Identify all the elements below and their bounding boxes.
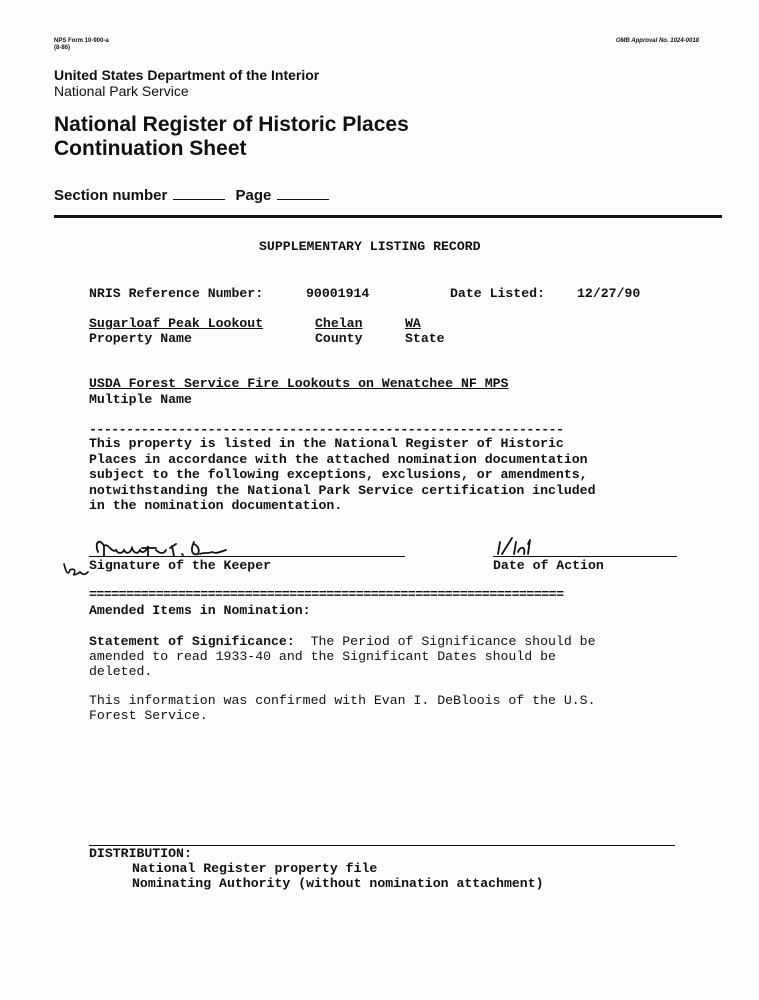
amended-items-heading: Amended Items in Nomination: [89, 603, 311, 618]
form-date: (8-86) [54, 45, 71, 51]
date-listed-label: Date Listed: [450, 286, 545, 301]
significance-line-2: amended to read 1933-40 and the Significant Dates should be [89, 649, 556, 664]
signature-line [89, 556, 405, 557]
property-name-value: Sugarloaf Peak Lookout [89, 316, 264, 331]
county-label: County [315, 331, 363, 346]
date-listed-value: 12/27/90 [577, 286, 641, 301]
action-date-handwriting [490, 536, 560, 558]
statement-line-4: notwithstanding the National Park Service certification included [89, 483, 596, 498]
statement-line-5: in the nomination documentation. [89, 498, 343, 513]
page-number-blank [277, 199, 329, 200]
distribution-item: National Register property file [132, 861, 378, 876]
double-rule: ================================================================ [89, 587, 564, 602]
state-value: WA [405, 316, 421, 331]
confirmation-line-1: This information was confirmed with Evan I. DeBloois of the U.S. [89, 693, 596, 708]
nris-label: NRIS Reference Number: [89, 286, 264, 301]
section-number-label: Section number [54, 187, 168, 204]
date-of-action-label: Date of Action [493, 558, 604, 573]
record-heading: SUPPLEMENTARY LISTING RECORD [259, 239, 481, 254]
confirmation-line-2: Forest Service. [89, 708, 208, 723]
statement-line-3: subject to the following exceptions, exclusions, or amendments, [89, 467, 588, 482]
dashed-rule: ---------------------------------------------------------------- [89, 422, 564, 437]
service-name: National Park Service [54, 83, 189, 99]
county-value: Chelan [315, 316, 363, 331]
omb-approval: OMB Approval No. 1024-0018 [615, 38, 699, 44]
significance-line-3: deleted. [89, 664, 153, 679]
signature-label: Signature of the Keeper [89, 558, 272, 573]
state-label: State [405, 331, 445, 346]
date-of-action-line [493, 556, 677, 557]
statement-line-1: This property is listed in the National Register of Historic [89, 436, 564, 451]
significance-text-1: The Period of Significance should be [310, 634, 596, 649]
multiple-name-value: USDA Forest Service Fire Lookouts on Wenatchee NF MPS [89, 376, 509, 391]
form-number: NPS Form 10-900-a [54, 38, 109, 44]
nris-value: 90001914 [306, 286, 370, 301]
department-name: United States Department of the Interior [54, 67, 320, 83]
page-title-line1: National Register of Historic Places [54, 113, 409, 136]
for-mark [64, 564, 88, 575]
significance-label: Statement of Significance: [89, 634, 295, 649]
significance-line-1 [89, 634, 596, 649]
distribution-item: Nominating Authority (without nomination attachment) [132, 876, 544, 891]
section-page-line [54, 187, 335, 204]
distribution-heading: DISTRIBUTION: [89, 846, 192, 861]
header-rule [54, 215, 722, 218]
property-name-label: Property Name [89, 331, 192, 346]
page-label: Page [235, 187, 272, 204]
multiple-name-label: Multiple Name [89, 392, 192, 407]
statement-line-2: Places in accordance with the attached nomination documentation [89, 452, 588, 467]
page-title-line2: Continuation Sheet [54, 137, 247, 160]
section-number-blank [173, 199, 225, 200]
